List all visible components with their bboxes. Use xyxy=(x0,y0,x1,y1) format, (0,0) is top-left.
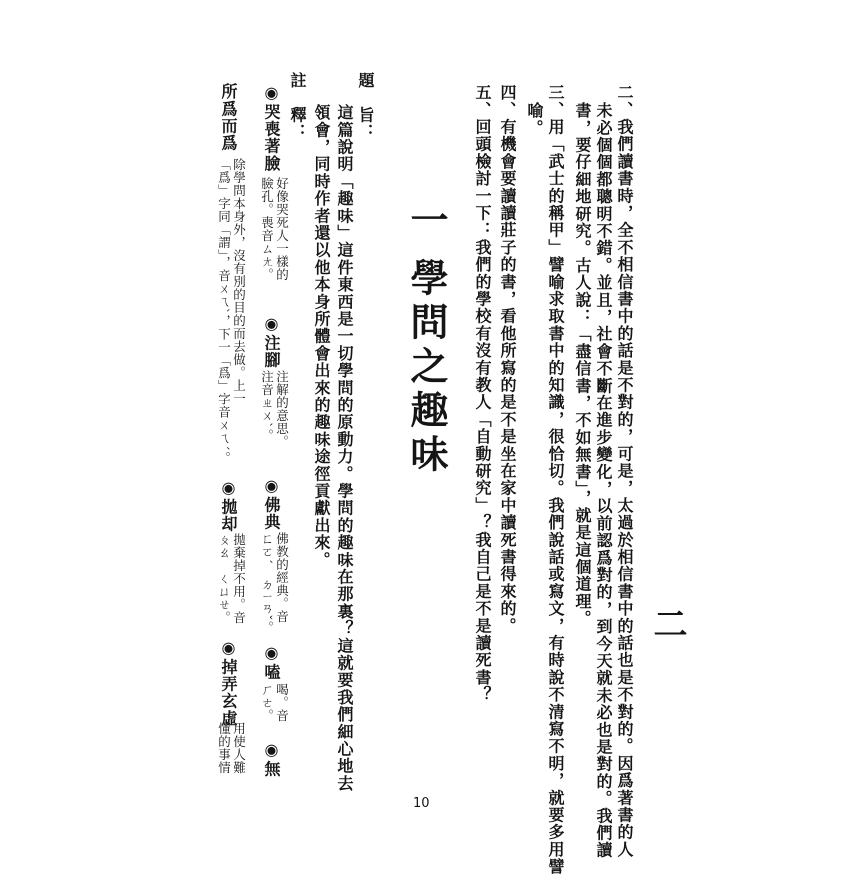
note-3-gloss-b: ㄈㄛˊ ㄉㄧㄢˇ。 xyxy=(259,532,275,634)
lesson-title: 學問之趣味 xyxy=(404,258,449,478)
note-3-term: ◉佛典 xyxy=(262,476,281,531)
theme-heading: 題 旨： xyxy=(356,72,375,141)
note-2-term: ◉注腳 xyxy=(262,314,281,369)
header-page-number: 二 xyxy=(647,606,687,642)
note-5-gloss-b: 「爲」字同「謂」，音ㄨㄟˋ，下一「爲」字音ㄨㄟˊ。 xyxy=(216,158,232,465)
item-2-line-1: 二、我們讀書時，全不相信書中的話是不對的，可是，太過於相信書中的話也是不對的。因爲著書的人 xyxy=(615,84,634,858)
note-4-gloss-b: ㄏㄜ。 xyxy=(259,683,275,722)
note-6-gloss-b: ㄆㄠ ㄑㄩㄝ。 xyxy=(216,533,232,624)
theme-line-1: 這篇說明「趣味」這件東西是一切學問的原動力。學問的趣味在那裏？這就要我們細心地去 xyxy=(335,104,354,792)
item-2-line-3: 書，要仔細地研究。古人說：「盡信書，不如無書」，就是這個道理。 xyxy=(573,102,592,628)
item-4-line-1: 四、有機會要讀讀莊子的書，看他所寫的是不是坐在家中讀死書得來的。 xyxy=(498,84,517,635)
item-3-line-1: 三、用「武士的稱甲」譬喻求取書中的知識，很恰切。我們說話或寫文，有時說不清寫不明，就要多用譬 xyxy=(546,84,565,875)
note-6-gloss-a: 拋棄掉不用。音 xyxy=(231,533,247,624)
note-5-term-continued: 所爲而爲 xyxy=(219,83,238,152)
note-5-gloss-a: 除學問本身外，沒有別的目的而去做。上一 xyxy=(231,158,247,405)
note-1-gloss-b: 臉孔。喪音ㄙㄤ。 xyxy=(259,177,275,281)
notes-heading: 註 釋： xyxy=(288,72,307,141)
note-4-term: ◉嗑 xyxy=(262,643,281,681)
item-2-line-2: 未必個個都聰明不錯。並且，社會不斷在進步變化，以前認爲對的，到今天就未必也是對的。我們讀 xyxy=(594,102,613,859)
note-4-gloss-a: 喝。音 xyxy=(274,683,290,722)
note-2-gloss-a: 注解的意思。 xyxy=(274,370,290,448)
note-7-term: ◉掉弄玄虛 xyxy=(219,638,238,727)
note-1-term: ◉哭喪著臉 xyxy=(262,83,281,172)
note-1-gloss-a: 好像哭死人一樣的 xyxy=(274,177,290,281)
note-7-gloss-a: 用使人難 xyxy=(231,722,247,774)
note-3-gloss-a: 佛教的經典。音 xyxy=(274,532,290,623)
item-5-line-1: 五、回頭檢討一下：我們的學校有沒有教人「自動研究」？我自己是不是讀死書？ xyxy=(473,84,492,704)
note-5-term: ◉無 xyxy=(262,740,281,778)
lesson-number: 一 xyxy=(404,200,449,244)
note-7-gloss-b: 懂的事情 xyxy=(216,722,232,774)
note-2-gloss-b: 注音ㄓㄨˋ。 xyxy=(259,370,275,442)
footer-page-number: 10 xyxy=(413,796,430,811)
theme-line-2: 領會，同時作者還以他本身所體會出來的趣味途徑貢獻出來。 xyxy=(312,104,331,569)
note-6-term: ◉拋却 xyxy=(219,478,238,533)
item-3-line-2: 喻。 xyxy=(525,102,544,137)
